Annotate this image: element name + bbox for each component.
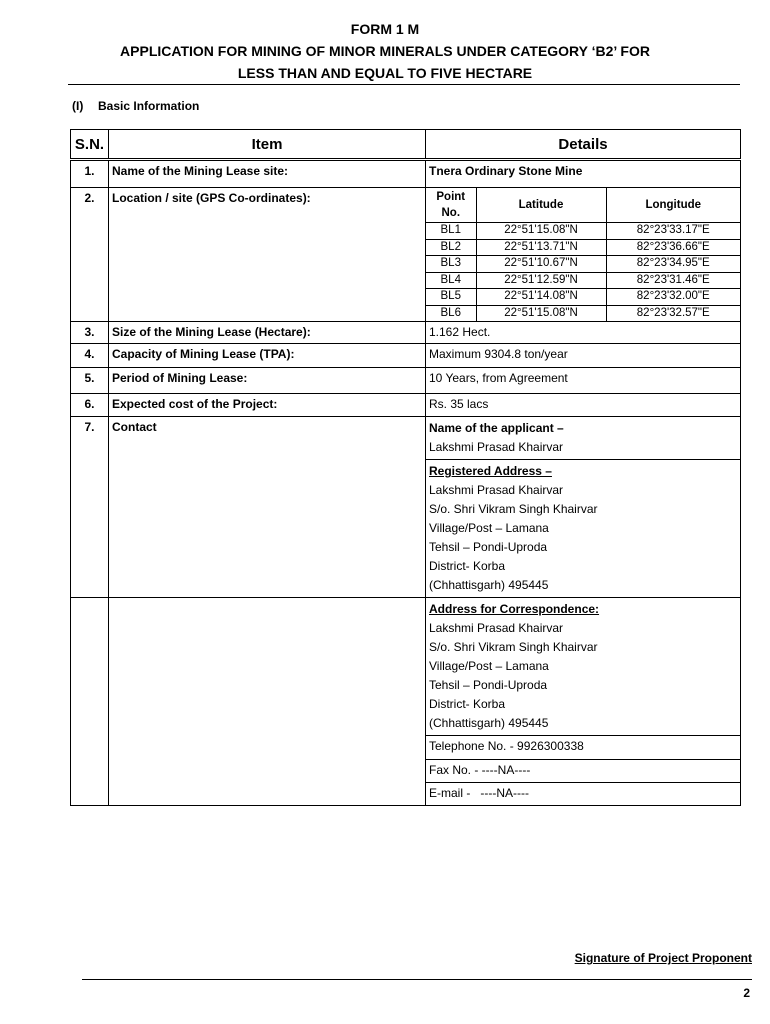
gps-row bbox=[426, 289, 740, 306]
gps-lon: 82°23'36.66"E bbox=[606, 239, 740, 256]
row-item: Capacity of Mining Lease (TPA): bbox=[109, 344, 426, 368]
row-details: Maximum 9304.8 ton/year bbox=[426, 344, 741, 368]
gps-lat: 22°51'12.59"N bbox=[476, 272, 606, 289]
table-row bbox=[71, 188, 741, 322]
page-number: 2 bbox=[743, 986, 750, 1000]
gps-row bbox=[426, 272, 740, 289]
gps-point: BL1 bbox=[426, 223, 476, 240]
gps-lon: 82°23'33.17"E bbox=[606, 223, 740, 240]
table-row bbox=[71, 598, 741, 736]
row-sn: 3. bbox=[71, 322, 109, 344]
row-item: Name of the Mining Lease site: bbox=[109, 160, 426, 188]
form-title-line2: LESS THAN AND EQUAL TO FIVE HECTARE bbox=[237, 65, 533, 81]
address-line: (Chhattisgarh) 495445 bbox=[429, 578, 549, 592]
row-item: Location / site (GPS Co-ordinates): bbox=[109, 188, 426, 322]
address-line: Tehsil – Pondi-Uproda bbox=[429, 540, 548, 554]
empty-item-cell bbox=[109, 598, 426, 806]
gps-point: BL6 bbox=[426, 305, 476, 321]
correspondence-address-label: Address for Correspondence: bbox=[429, 602, 600, 616]
gps-lon-header: Longitude bbox=[606, 188, 740, 223]
gps-lat: 22°51'13.71"N bbox=[476, 239, 606, 256]
gps-lon: 82°23'32.00"E bbox=[606, 289, 740, 306]
footer-divider bbox=[82, 979, 752, 980]
correspondence-address-cell bbox=[426, 598, 741, 736]
row-item: Contact bbox=[109, 417, 426, 598]
table-header-row bbox=[71, 130, 741, 160]
section-number: (I) bbox=[72, 99, 84, 113]
row-sn: 2. bbox=[71, 188, 109, 322]
row-item: Period of Mining Lease: bbox=[109, 368, 426, 394]
address-line: District- Korba bbox=[429, 559, 506, 573]
gps-lat: 22°51'14.08"N bbox=[476, 289, 606, 306]
gps-lat: 22°51'15.08"N bbox=[476, 223, 606, 240]
row-details: Rs. 35 lacs bbox=[426, 394, 741, 417]
row-sn: 4. bbox=[71, 344, 109, 368]
row-item: Size of the Mining Lease (Hectare): bbox=[109, 322, 426, 344]
fax: Fax No. - ----NA---- bbox=[426, 760, 741, 783]
gps-row bbox=[426, 305, 740, 321]
gps-lat: 22°51'10.67"N bbox=[476, 256, 606, 273]
email: E-mail - ----NA---- bbox=[426, 783, 741, 806]
gps-point: BL5 bbox=[426, 289, 476, 306]
gps-lon: 82°23'31.46"E bbox=[606, 272, 740, 289]
registered-address-cell bbox=[426, 460, 741, 598]
gps-point: BL4 bbox=[426, 272, 476, 289]
address-line: Village/Post – Lamana bbox=[429, 521, 549, 535]
gps-table bbox=[426, 188, 740, 321]
gps-row bbox=[426, 223, 740, 240]
table-row bbox=[71, 322, 741, 344]
applicant-label: Name of the applicant – bbox=[429, 421, 564, 435]
gps-point-header: Point No. bbox=[426, 188, 476, 223]
form-number: FORM 1 M bbox=[350, 21, 420, 37]
gps-lat-header: Latitude bbox=[476, 188, 606, 223]
row-sn: 7. bbox=[71, 417, 109, 598]
table-row bbox=[71, 344, 741, 368]
col-item-header: Item bbox=[109, 130, 426, 160]
basic-info-table bbox=[70, 129, 741, 806]
gps-lon: 82°23'32.57"E bbox=[606, 305, 740, 321]
address-line: Tehsil – Pondi-Uproda bbox=[429, 678, 548, 692]
row-details: 10 Years, from Agreement bbox=[426, 368, 741, 394]
row-details: Tnera Ordinary Stone Mine bbox=[426, 160, 741, 188]
col-sn-header: S.N. bbox=[71, 130, 109, 160]
form-title-line1: APPLICATION FOR MINING OF MINOR MINERALS UNDER CATEGORY ‘B2’ FOR bbox=[120, 43, 650, 59]
address-line: S/o. Shri Vikram Singh Khairvar bbox=[429, 502, 598, 516]
gps-lat: 22°51'15.08"N bbox=[476, 305, 606, 321]
title-divider bbox=[68, 84, 740, 85]
applicant-name: Lakshmi Prasad Khairvar bbox=[429, 440, 564, 454]
address-line: Village/Post – Lamana bbox=[429, 659, 549, 673]
registered-address-label: Registered Address – bbox=[429, 464, 552, 478]
section-title: Basic Information bbox=[98, 99, 200, 113]
row-sn: 6. bbox=[71, 394, 109, 417]
col-details-header: Details bbox=[426, 130, 741, 160]
empty-sn-cell bbox=[71, 598, 109, 806]
address-line: District- Korba bbox=[429, 697, 506, 711]
address-line: S/o. Shri Vikram Singh Khairvar bbox=[429, 640, 598, 654]
telephone: Telephone No. - 9926300338 bbox=[426, 736, 741, 760]
address-line: Lakshmi Prasad Khairvar bbox=[429, 621, 564, 635]
row-details: 1.162 Hect. bbox=[426, 322, 741, 344]
gps-point: BL2 bbox=[426, 239, 476, 256]
gps-point: BL3 bbox=[426, 256, 476, 273]
gps-row bbox=[426, 239, 740, 256]
row-item: Expected cost of the Project: bbox=[109, 394, 426, 417]
row-sn: 1. bbox=[71, 160, 109, 188]
table-row bbox=[71, 417, 741, 460]
gps-cell bbox=[426, 188, 741, 322]
gps-lon: 82°23'34.95"E bbox=[606, 256, 740, 273]
table-row bbox=[71, 160, 741, 188]
address-line: Lakshmi Prasad Khairvar bbox=[429, 483, 564, 497]
table-row bbox=[71, 394, 741, 417]
gps-header-row bbox=[426, 188, 740, 223]
signature-label: Signature of Project Proponent bbox=[574, 951, 752, 965]
applicant-cell bbox=[426, 417, 741, 460]
row-sn: 5. bbox=[71, 368, 109, 394]
gps-row bbox=[426, 256, 740, 273]
address-line: (Chhattisgarh) 495445 bbox=[429, 716, 549, 730]
section-heading bbox=[72, 99, 199, 113]
table-row bbox=[71, 368, 741, 394]
